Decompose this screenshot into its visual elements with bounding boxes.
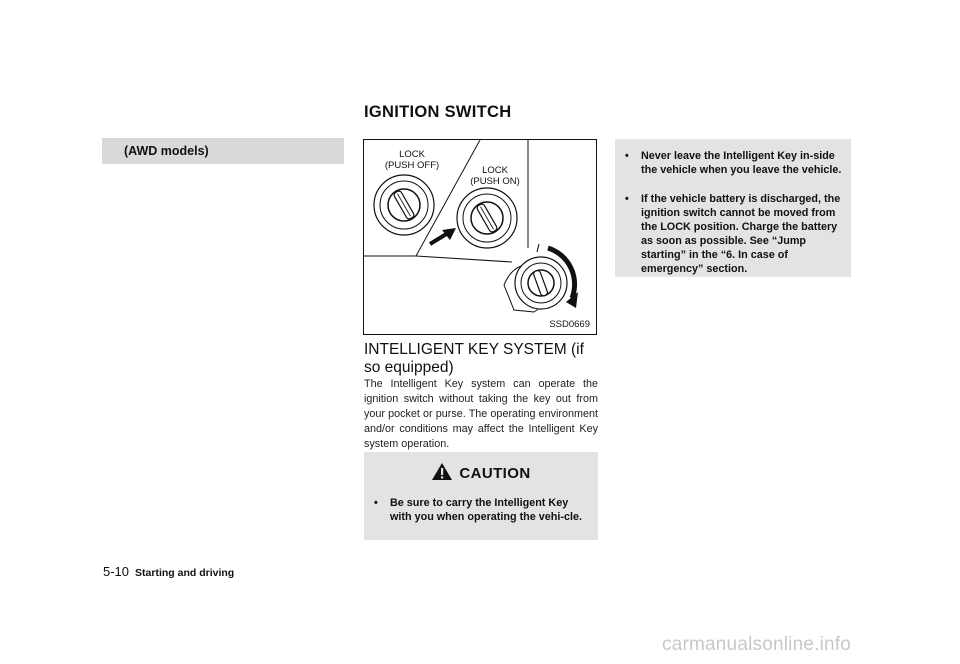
switch-off-icon [374, 175, 434, 235]
caution-item-text: Be sure to carry the Intelligent Key with you when operating the vehi-cle. [390, 497, 582, 523]
awd-models-bar [102, 138, 344, 164]
warning-item-text: Never leave the Intelligent Key in-side the vehicle when you leave the vehicle. [641, 150, 842, 176]
bullet: • [625, 150, 629, 162]
caution-item [374, 496, 592, 524]
figure-code: SSD0669 [549, 319, 590, 330]
page-number: 5-10 [103, 564, 130, 579]
subheading: INTELLIGENT KEY SYSTEM (if so equipped) [364, 341, 584, 376]
figure-label-push-on: LOCK (PUSH ON) [470, 165, 520, 187]
warnings-box [615, 139, 851, 277]
caution-title: CAUTION [459, 465, 531, 482]
awd-models-label: (AWD models) [124, 144, 209, 158]
footer-section-name: Starting and driving [135, 567, 235, 579]
page-footer [103, 564, 234, 579]
caution-heading [364, 462, 598, 482]
section-title: IGNITION SWITCH [364, 103, 512, 121]
warning-item [625, 192, 845, 276]
warning-item-text: If the vehicle battery is discharged, the ignition switch cannot be moved from the LOCK position. Charge the battery as soon as possible. See “Jump starting” in the “6. In case of emergency” section. [641, 193, 841, 275]
caution-box [364, 452, 598, 540]
push-arrow-icon [430, 228, 456, 244]
watermark: carmanualsonline.info [662, 634, 852, 655]
ignition-switch-figure [363, 139, 597, 335]
body-paragraph: The Intelligent Key system can operate the ignition switch without taking the key out from your pocket or purse. The operating environment and/or conditions may affect the Intelligent Key system operation. [364, 378, 598, 450]
bullet: • [374, 497, 378, 509]
switch-on-icon [457, 188, 517, 248]
warning-icon [431, 462, 453, 481]
figure-label-push-off: LOCK (PUSH OFF) [384, 149, 440, 171]
warning-item [625, 149, 845, 177]
bullet: • [625, 193, 629, 205]
switch-turn-icon [504, 244, 578, 312]
